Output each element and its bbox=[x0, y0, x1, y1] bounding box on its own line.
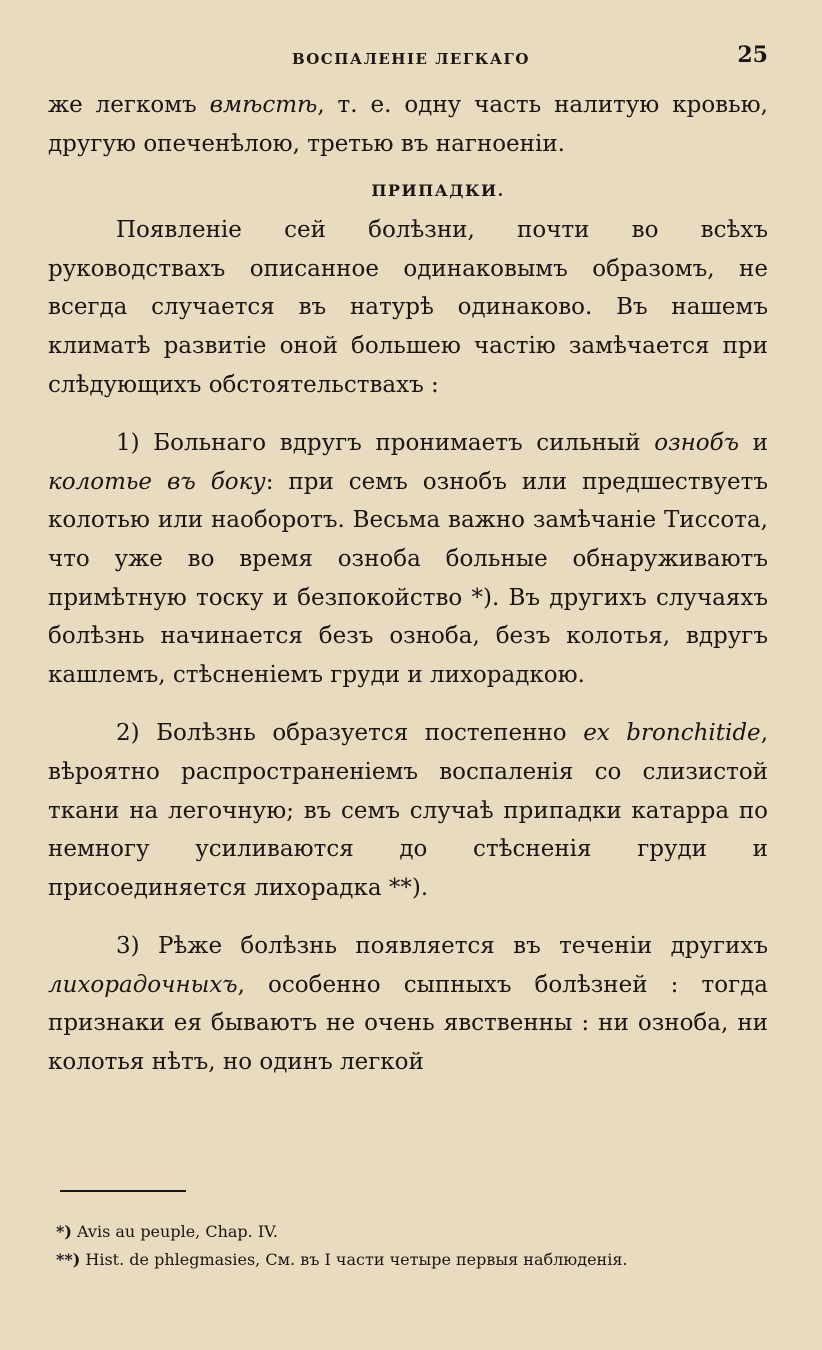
text-run: , особенно сыпныхъ болѣзней : тогда признаки ея бываютъ не очень явственны : ни озноба, ни колотья нѣтъ, но одинъ легкой bbox=[48, 971, 768, 1076]
text-run: и bbox=[739, 430, 768, 457]
footnote-text: Hist. de phlegmasies, См. въ I части четыре первыя наблюденія. bbox=[80, 1250, 628, 1269]
footnote-rule bbox=[60, 1190, 186, 1192]
italic-term: вмѣстѣ bbox=[209, 92, 318, 118]
page-header bbox=[0, 42, 822, 76]
text-run: 3) Рѣже болѣзнь появляется въ теченіи другихъ bbox=[116, 933, 768, 960]
running-title: ВОСПАЛЕНІЕ ЛЕГКАГО bbox=[292, 50, 530, 68]
footnote-marker: *) bbox=[56, 1222, 72, 1241]
italic-term: лихорадочныхъ bbox=[48, 971, 238, 998]
footnote-2 bbox=[56, 1248, 768, 1272]
text-run: же легкомъ bbox=[48, 92, 210, 118]
paragraph-continuation bbox=[48, 86, 768, 163]
italic-term: ознобъ bbox=[654, 430, 739, 457]
text-run: : при семъ ознобъ или предшествуетъ колотью или наоборотъ. Весьма важно замѣчаніе Тиссота, что уже во время озноба больные обнаруживаютъ примѣтную тоску и безпокойство *). Въ другихъ случаяхъ болѣзнь начинается безъ озноба, безъ колотья, вдругъ кашлемъ, стѣсненіемъ груди и лихорадкою. bbox=[48, 468, 768, 688]
text-run: , вѣроятно распространеніемъ воспаленія со слизистой ткани на легочную; въ семъ случаѣ припадки катарра по немногу усиливаются до стѣсненія груди и присоединяется лихорадка **). bbox=[48, 720, 768, 901]
text-run: 2) Болѣзнь образуется постепенно bbox=[116, 720, 584, 747]
paragraph-item-3 bbox=[48, 927, 768, 1081]
section-heading: ПРИПАДКИ. bbox=[371, 181, 505, 201]
text-run: , т. е. одну часть налитую кровью, другую опеченѣлою, третью въ нагноеніи. bbox=[48, 92, 768, 157]
footnote-text: Avis au peuple, Chap. IV. bbox=[71, 1222, 278, 1241]
italic-term: ex bronchitide bbox=[583, 720, 761, 747]
footnote-marker: **) bbox=[56, 1250, 81, 1269]
paragraph-intro: Появленіе сей болѣзни, почти во всѣхъ руководствахъ описанное одинаковымъ образомъ, не всегда случается въ натурѣ одинаково. Въ нашемъ климатѣ развитіе оной большею частію замѣчается при слѣдующихъ обстоятельствахъ : bbox=[48, 217, 768, 398]
footnotes bbox=[56, 1220, 768, 1276]
text-run: 1) Больнаго вдругъ пронимаетъ сильный bbox=[116, 430, 655, 457]
page-number: 25 bbox=[737, 42, 768, 68]
footnote-1 bbox=[56, 1220, 768, 1244]
paragraph-item-2 bbox=[48, 714, 768, 907]
paragraph-item-1 bbox=[48, 424, 768, 694]
italic-term: колотье въ боку bbox=[48, 468, 266, 495]
body-text bbox=[48, 86, 768, 1082]
